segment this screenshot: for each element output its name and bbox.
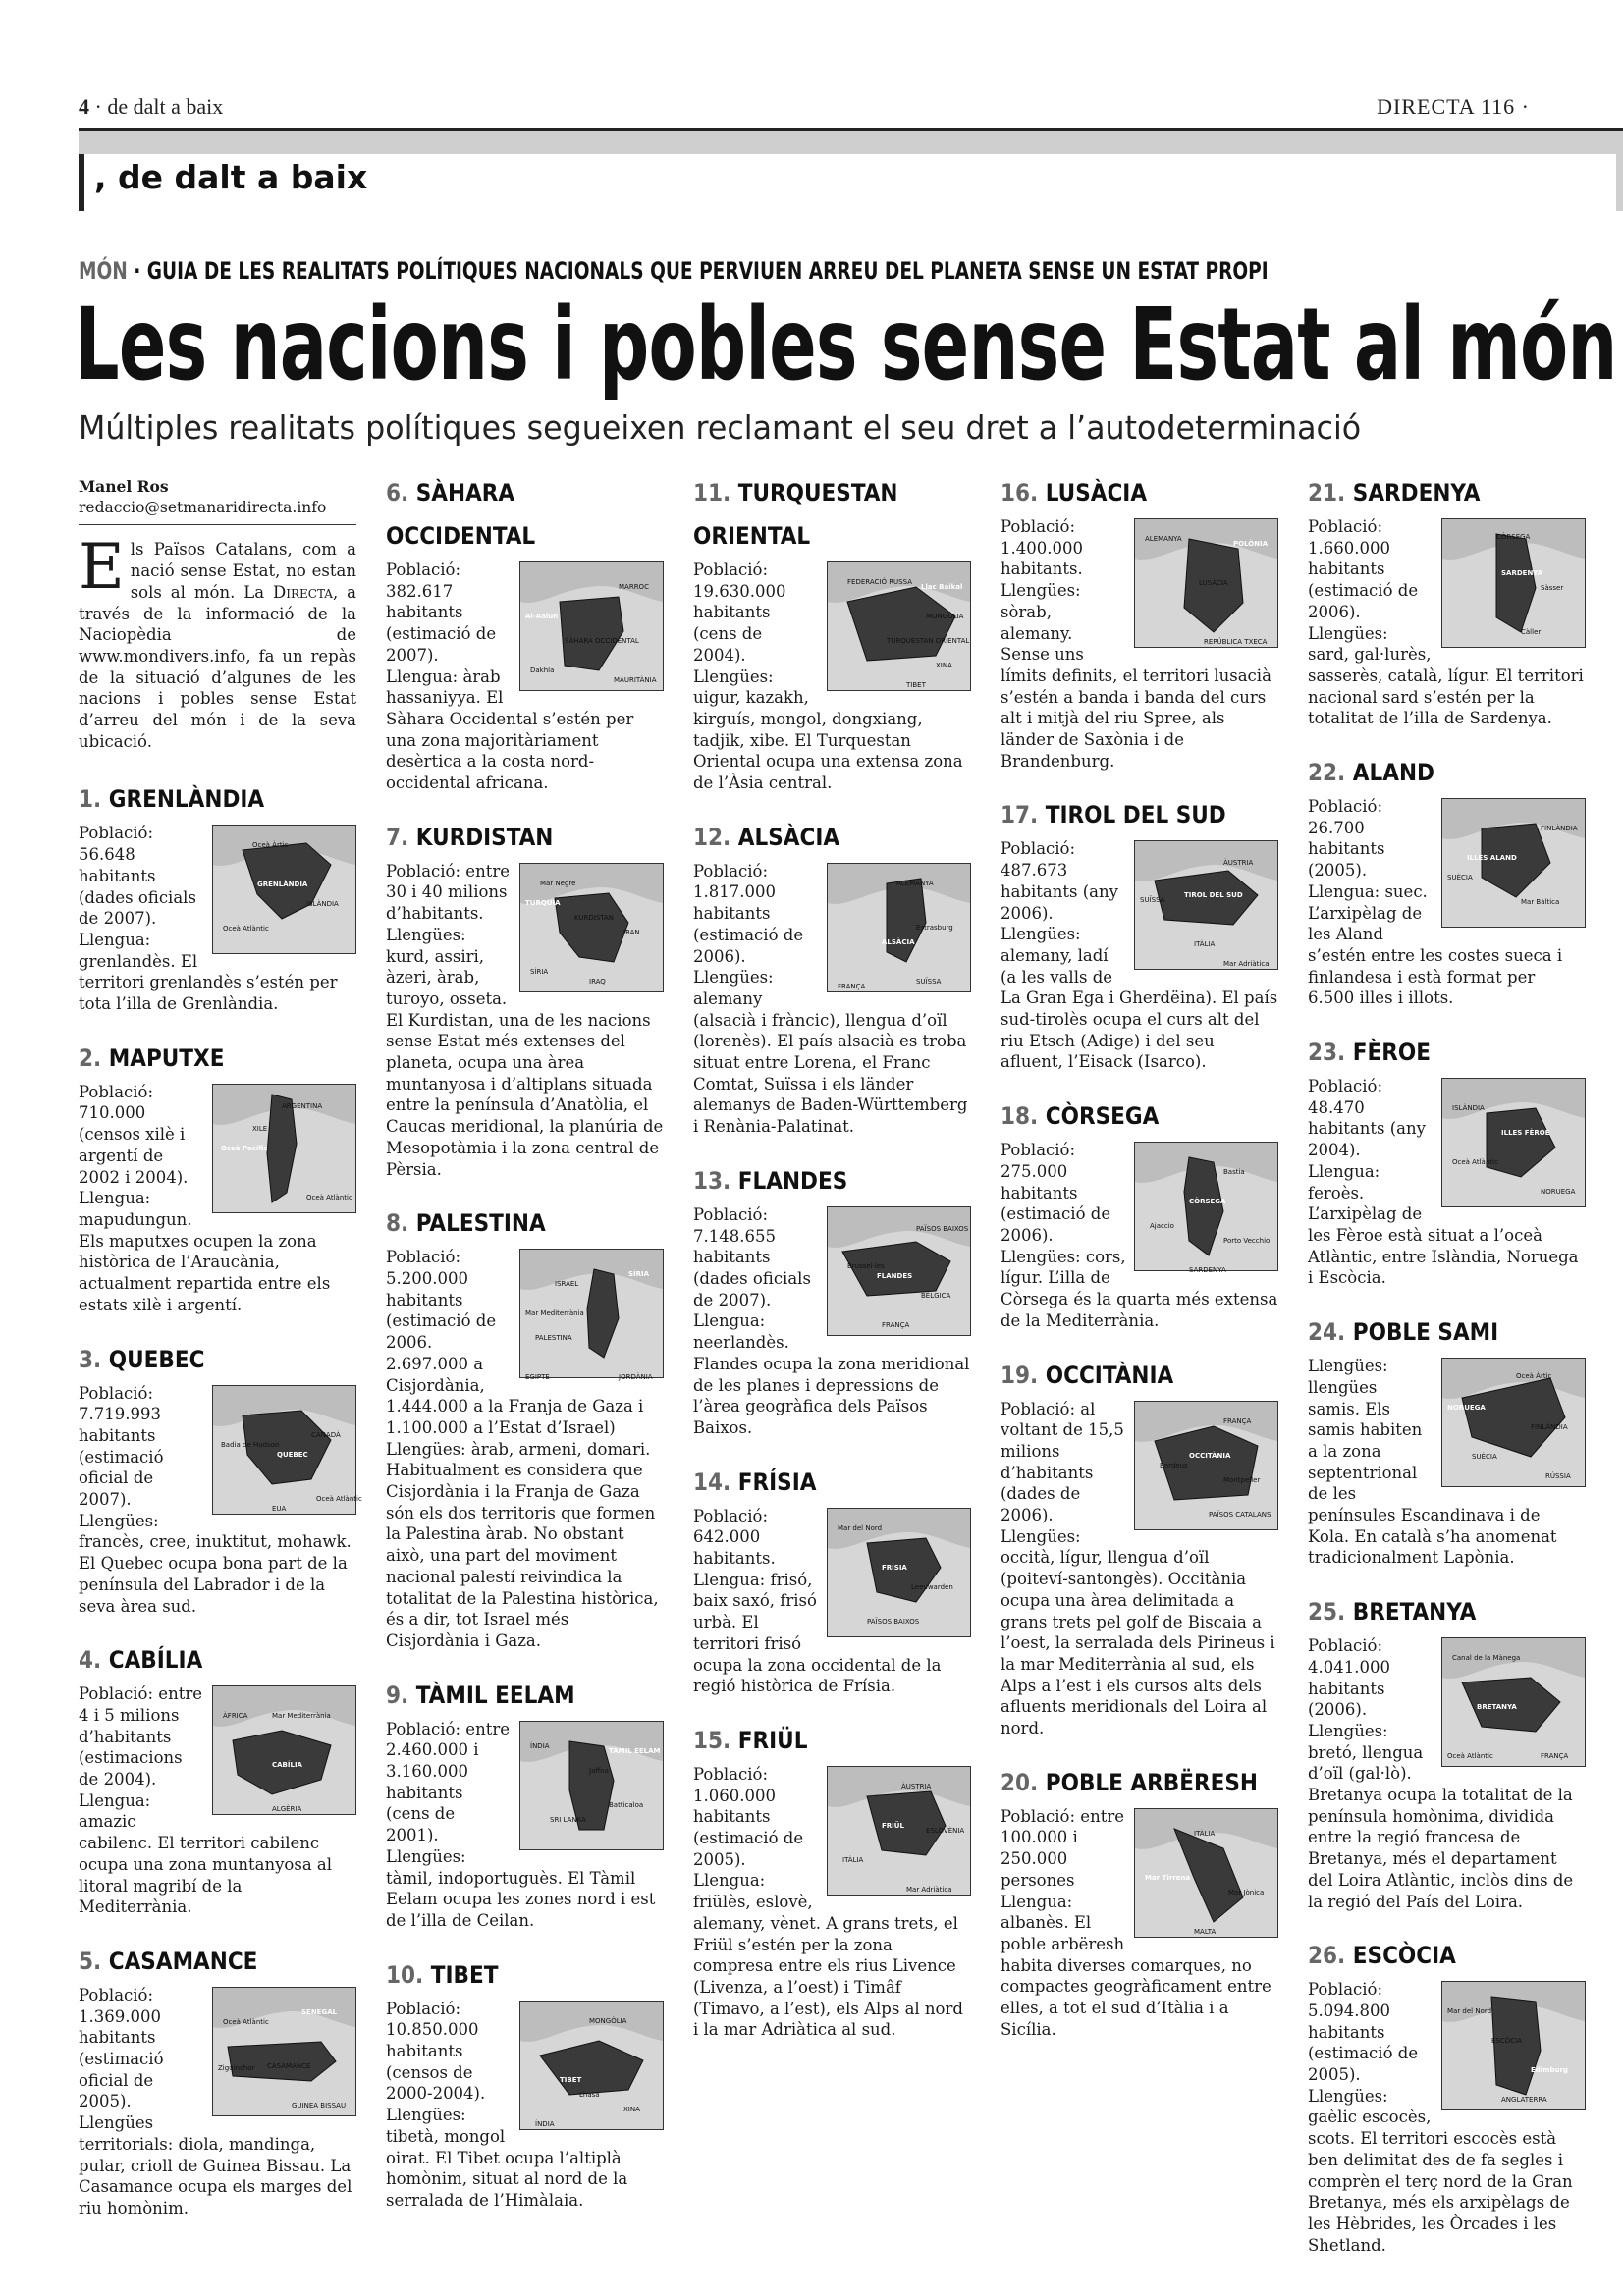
entry-text: Població: 487.673 habitants (any 2006). Llengües: alemany, ladí (a les valls de La Gran Ega i Gherdëina). El país sud-tirolès ocupa el curs alt del riu Etsch (Adige) i del seu afluent, l’Eisack (Isarco).: [1001, 839, 1278, 1072]
section-name: · de dalt a baix: [89, 94, 224, 119]
entry-text: Població: 275.000 habitants (estimació de 2006). Llengües: cors, lígur. L’illa de Còrsega és la quarta més extensa de la Mediterrània.: [1001, 1141, 1278, 1330]
map-label: FINLÀNDIA: [1541, 825, 1578, 833]
map-label: Brussel·les: [847, 1261, 885, 1270]
locator-map: [1441, 1358, 1586, 1487]
entry-number: 24.: [1308, 1318, 1346, 1347]
entry-title: [386, 1674, 664, 1717]
entry-text: Població: al voltant de 15,5 milions d’habitants (dades de 2006). Llengües: occità, lígur, llengua d’oïl (poiteví-santongès). Occitània ocupa una àrea delimitada a grans trets pel golf de Biscaia a l’oest, la serralada dels Pirineus i la mar Mediterrània al sud, els Alps a l’est i els cursos alts dels afluents meridionals del Loira al nord.: [1001, 1399, 1275, 1738]
entry-17: [1001, 793, 1278, 1073]
map-label: ESLOVÈNIA: [926, 1826, 965, 1835]
map-label: ISRAEL: [555, 1280, 579, 1289]
entry-name: SÀHARA OCCIDENTAL: [386, 479, 536, 550]
map-label: FRANÇA: [882, 1320, 910, 1329]
map-label: Oceà Atlàntic: [1447, 1752, 1493, 1761]
entry-23: [1308, 1031, 1586, 1289]
map-label: NORUEGA: [1541, 1188, 1576, 1197]
entry-title: [1308, 1310, 1586, 1354]
locator-map: [212, 1084, 356, 1213]
map-label: Mar del Nord: [838, 1523, 883, 1532]
entry-title: [1001, 1354, 1278, 1397]
map-label: SARDENYA: [1501, 569, 1543, 577]
map-label: Llac Baikal: [921, 583, 963, 591]
map-label: FEDERACIÓ RUSSA: [847, 578, 912, 586]
map-label: Dakhla: [530, 667, 555, 674]
entry-title: [79, 1638, 356, 1682]
map-label: EUA: [272, 1504, 287, 1513]
map-label: XINA: [936, 662, 952, 669]
entry-11: [693, 471, 971, 794]
map-label: SUÏSSA: [916, 977, 942, 986]
map-label: GRENLÀNDIA: [257, 881, 308, 889]
entry-text: Població: entre 2.460.000 i 3.160.000 habitants (cens de 2001). Llengües: tàmil, indoportuguès. El Tàmil Eelam ocupa les zones nord i est de l’illa de Ceilan.: [386, 1719, 656, 1930]
entry-number: 18.: [1001, 1102, 1039, 1131]
entry-text: Població: 19.630.000 habitants (cens de 2004). Llengües: uigur, kazakh, kirguís, mongol, dongxiang, tadjik, xibe. El Turquestan Oriental ocupa una extensa zona de l’Àsia central.: [693, 561, 963, 793]
entry-number: 13.: [693, 1166, 731, 1195]
map-label: SUÈCIA: [1472, 1453, 1497, 1462]
entry-18: [1001, 1095, 1278, 1331]
entry-number: 4.: [79, 1646, 102, 1675]
map-label: ITÀLIA: [1194, 1829, 1216, 1838]
column-5: [1308, 471, 1586, 2277]
map-label: Mar Jònica: [1228, 1888, 1265, 1896]
map-label: CANADÀ: [311, 1430, 341, 1439]
entry-text: Població: 10.850.000 habitants (censos de 2000-2004). Llengües: tibetà, mongol oirat. El Tibet ocupa l’altiplà homònim, situat al nord de la serralada de l’Himàlaia.: [386, 1999, 628, 2210]
map-label: GUINEA BISSAU: [292, 2101, 347, 2109]
entry-number: 2.: [79, 1043, 102, 1072]
map-label: BRETANYA: [1477, 1703, 1517, 1712]
entry-text: Llengües: llengües samis. Els samis habiten a la zona septentrional de les penínsules Escandinava i de Kola. En català s’ha anomenat tradicionalment Lapònia.: [1308, 1357, 1557, 1568]
map-label: TIROL DEL SUD: [1184, 891, 1243, 900]
entry-text: Població: 5.200.000 habitants (estimació de 2006. 2.697.000 a Cisjordània, 1.444.000 a la Franja de Gaza i 1.100.000 a l’Estat d’Israel) Llengües: àrab, armeni, domari. Habitualment es considera que Cisjordània i la Franja de Gaza són els dos territoris que formen la Palestina àrab. No obstant això, una part del moviment nacional palestí reivindica la totalitat de la Palestina històrica, és a dir, tot Israel més Cisjordània i Gaza.: [386, 1248, 659, 1650]
kicker: [79, 257, 1269, 285]
entry-number: 26.: [1308, 1942, 1346, 1970]
entry-text: Població: 4.041.000 habitants (2006). Llengües: bretó, llengua d’oïl (gal·lò). Bretanya ocupa la totalitat de la península homònima, dividida entre la regió francesa de Bretanya, més el departament del Loira Atlàntic, inclòs dins de la regió del País del Loira.: [1308, 1636, 1574, 1911]
map-label: ISLÀNDIA: [1452, 1104, 1485, 1113]
entry-name: POBLE ARBËRESH: [1045, 1768, 1258, 1796]
entry-name: FLANDES: [737, 1166, 848, 1195]
map-label: Batticaloa: [609, 1800, 644, 1809]
map-label: Porto Vecchio: [1223, 1237, 1271, 1246]
entry-12: [693, 816, 971, 1138]
map-label: Mar Negre: [540, 879, 576, 887]
map-label: ITÀLIA: [1194, 940, 1216, 949]
entry-8: [386, 1201, 664, 1651]
entry-number: 14.: [693, 1468, 731, 1496]
map-label: FINLÀNDIA: [1531, 1423, 1568, 1432]
map-label: TURQUIA: [525, 898, 561, 907]
map-label: ALGÈRIA: [272, 1805, 302, 1814]
entry-9: [386, 1674, 664, 1932]
entry-name: KURDISTAN: [415, 823, 554, 851]
entry-number: 7.: [386, 823, 409, 851]
map-label: ILLES FÈROE: [1501, 1129, 1550, 1138]
map-label: IRAQ: [589, 977, 606, 986]
author-name: Manel Ros: [79, 477, 169, 496]
entry-20: [1001, 1761, 1278, 2041]
map-label: Montpeller: [1223, 1475, 1261, 1484]
locator-map: [519, 863, 664, 992]
entry-text: Població: entre 100.000 i 250.000 persones Llengua: albanès. El poble arbëresh habita diverses comarques, no compactes geogràficament entre elles, a tot el sud d’Itàlia i a Sicília.: [1001, 1806, 1271, 2039]
map-label: ISLÀNDIA: [306, 900, 339, 909]
locator-map: [827, 1766, 971, 1896]
map-label: FRÍSIA: [882, 1563, 907, 1572]
entry-number: 21.: [1308, 479, 1346, 507]
entry-text: Població: 1.060.000 habitants (estimació de 2005). Llengua: friülès, eslovè, alemany, vènet. A grans trets, el Friül s’estén per la zona compresa entre els rius Livence (Livenza, a l’oest) i Timâf (Timavo, a l’est), els Alps al nord i la mar Adriàtica al sud.: [693, 1764, 963, 2040]
map-label: SÍRIA: [530, 967, 549, 976]
entry-4: [79, 1638, 356, 1918]
entry-19: [1001, 1354, 1278, 1739]
map-label: RÚSSIA: [1545, 1472, 1571, 1481]
entry-name: TURQUESTAN ORIENTAL: [693, 479, 898, 550]
entry-name: TÀMIL EELAM: [415, 1681, 575, 1709]
entry-24: [1308, 1310, 1586, 1569]
map-label: Jaffna: [589, 1766, 609, 1775]
map-label: Edimburg: [1531, 2066, 1568, 2075]
entry-text: Població: 48.470 habitants (any 2004). Llengua: feroès. L’arxipèlag de les Fèroe està situat a l’oceà Atlàntic, entre Islàndia, Noruega i Escòcia.: [1308, 1077, 1579, 1288]
map-label: TIBET: [906, 681, 926, 689]
map-label: LUSÀCIA: [1199, 579, 1228, 587]
map-label: Oceà Atlàntic: [316, 1494, 362, 1503]
map-label: NORUEGA: [1447, 1404, 1486, 1413]
map-label: MAURITÀNIA: [614, 676, 657, 684]
entry-name: LUSÀCIA: [1045, 479, 1148, 507]
map-label: SRI LANKA: [550, 1815, 586, 1824]
locator-map: [212, 825, 356, 954]
entry-title: [386, 1953, 664, 1997]
locator-map: [1441, 1981, 1586, 2110]
locator-map: [212, 1685, 356, 1815]
map-label: CÒRSEGA: [1496, 533, 1531, 541]
entry-name: ESCÒCIA: [1352, 1942, 1456, 1970]
kicker-text: · GUIA DE LES REALITATS POLÍTIQUES NACIONALS QUE PERVIUEN ARREU DEL PLANETA SENSE UN ESTAT PROPI: [127, 257, 1269, 285]
map-label: Càller: [1521, 628, 1542, 636]
entry-title: [1001, 471, 1278, 514]
entry-3: [79, 1338, 362, 1618]
entry-text: Població: 710.000 (censos xilè i argentí de 2002 i 2004). Llengua: mapudungun. Els maputxes ocupen la zona històrica de l’Araucània, actualment repartida entre els estats xilè i argentí.: [79, 1082, 331, 1314]
entry-number: 11.: [693, 479, 731, 507]
map-label: ÀUSTRIA: [901, 1782, 932, 1790]
entry-title: [1001, 1761, 1278, 1804]
map-label: Mar Mediterrània: [272, 1712, 331, 1721]
map-label: FRIÜL: [882, 1821, 904, 1830]
column-1: [79, 471, 362, 2241]
entry-title: [1308, 1590, 1586, 1633]
entry-name: BRETANYA: [1352, 1598, 1477, 1627]
locator-map: [827, 561, 971, 691]
map-label: REPÚBLICA TXECA: [1204, 638, 1268, 646]
map-label: TÀMIL EELAM: [609, 1746, 661, 1755]
entry-title: [79, 1037, 356, 1080]
map-label: CASAMANCE: [267, 2061, 311, 2070]
map-label: FRANÇA: [1541, 1752, 1569, 1761]
entry-name: CÒRSEGA: [1045, 1102, 1160, 1131]
entry-25: [1308, 1590, 1586, 1912]
map-label: Ajaccio: [1150, 1222, 1174, 1231]
drop-cap: E: [79, 531, 125, 605]
map-label: SÀHARA OCCIDENTAL: [565, 637, 639, 645]
map-label: FLANDES: [877, 1271, 913, 1280]
map-label: POLÒNIA: [1233, 540, 1269, 548]
map-label: ALEMANYA: [896, 879, 934, 887]
entry-number: 5.: [79, 1947, 102, 1975]
locator-map: [519, 2001, 664, 2130]
map-label: FRANÇA: [838, 982, 866, 990]
map-label: Sàsser: [1541, 584, 1564, 592]
entry-name: TIBET: [430, 1960, 499, 1989]
map-label: ÀFRICA: [223, 1712, 248, 1721]
entry-text: Població: 642.000 habitants. Llengua: frisó, baix saxó, frisó urbà. El territori frisó ocupa la zona occidental de la regió històrica de Frísia.: [693, 1506, 942, 1696]
map-label: XILE: [252, 1124, 268, 1133]
entry-number: 8.: [386, 1209, 409, 1238]
entry-title: [1308, 751, 1586, 794]
locator-map: [827, 1206, 971, 1336]
entry-text: Població: 1.660.000 habitants (estimació de 2006). Llengües: sard, gal·lurès, sasserès, català, lígur. El territori nacional sard s’estén per la totalitat de l’illa de Sardenya.: [1308, 517, 1584, 728]
locator-map: [1134, 1401, 1278, 1530]
entry-name: CABÍLIA: [108, 1646, 203, 1675]
map-label: Oceà Àrtic: [1516, 1372, 1552, 1381]
entry-name: SARDENYA: [1352, 479, 1481, 507]
column-2: [386, 471, 664, 2233]
map-label: SÍRIA: [628, 1270, 650, 1279]
entry-name: POBLE SAMI: [1352, 1318, 1499, 1347]
entry-name: ALAND: [1352, 759, 1434, 787]
section-band: [79, 131, 1623, 211]
map-label: BÈLGICA: [921, 1291, 951, 1300]
entry-text: Població: entre 30 i 40 milions d’habitants. Llengües: kurd, assiri, àzeri, àrab, turoyo, osseta. El Kurdistan, una de les nacions sense Estat més extenses del planeta, ocupa una àrea muntanyosa i d’altiplans situada entre la península d’Anatòlia, el Caucas meridional, la planúria de Mesopotàmia i la zona central de Pèrsia.: [386, 861, 664, 1179]
entry-15: [693, 1719, 971, 2041]
entry-title: [693, 816, 971, 859]
map-label: Oceà Atlàntic: [223, 925, 269, 934]
entry-title: [1308, 1934, 1586, 1977]
entry-name: GRENLÀNDIA: [108, 785, 265, 814]
entry-text: Població: 56.648 habitants (dades oficials de 2007). Llengua: grenlandès. El territori grenlandès s’estén per tota l’illa de Grenlàndia.: [79, 824, 338, 1014]
entry-number: 10.: [386, 1960, 424, 1989]
locator-map: [1134, 1142, 1278, 1275]
map-label: PAÏSOS CATALANS: [1209, 1510, 1271, 1519]
entry-title: [79, 1940, 356, 1983]
map-label: FRANÇA: [1223, 1416, 1252, 1425]
map-label: SUÏSSA: [1140, 896, 1165, 905]
map-label: Mar Adriàtica: [906, 1885, 952, 1894]
entry-title: [386, 471, 664, 558]
entry-title: [386, 1201, 664, 1245]
map-label: XINA: [623, 2105, 640, 2113]
entry-name: OCCITÀNIA: [1045, 1361, 1174, 1389]
map-label: Mar Adriàtica: [1223, 960, 1270, 969]
map-label: Bastia: [1223, 1168, 1245, 1177]
entry-13: [693, 1159, 971, 1439]
entry-name: TIROL DEL SUD: [1045, 801, 1226, 829]
locator-map: [827, 1508, 971, 1637]
map-label: Mar Tirrena: [1145, 1873, 1191, 1882]
map-label: TIBET: [560, 2075, 582, 2084]
entry-text: Població: 26.700 habitants (2005). Llengua: suec. L’arxipèlag de les Aland s’estén entre les costes sueca i finlandesa i està format per 6.500 illes i illots.: [1308, 797, 1563, 1008]
entry-text: Població: 1.400.000 habitants. Llengües: sòrab, alemany. Sense uns límits definits, el territori lusacià s’estén a banda i banda del curs alt i mitjà del riu Spree, als länder de Saxònia i de Brandenburg.: [1001, 517, 1271, 771]
map-label: ILLES ALAND: [1467, 854, 1517, 863]
map-label: QUEBEC: [277, 1450, 308, 1459]
map-label: TURQUESTAN ORIENTAL: [887, 637, 970, 645]
kicker-prefix: MÓN: [79, 257, 128, 285]
map-label: Oceà Atlàntic: [306, 1193, 352, 1201]
map-label: Mar Bàltica: [1521, 898, 1560, 907]
entry-title: [1308, 1031, 1586, 1074]
map-label: Leeuwarden: [911, 1582, 953, 1591]
entry-1: [79, 777, 356, 1014]
locator-map: [1134, 518, 1278, 648]
entry-name: FRÍSIA: [737, 1468, 817, 1496]
map-label: ALEMANYA: [1145, 535, 1182, 543]
entry-title: [693, 471, 971, 558]
entry-title: [79, 777, 356, 821]
locator-map: [519, 1721, 664, 1850]
map-label: Ziguinchor: [218, 2063, 255, 2072]
entry-title: [693, 1461, 971, 1504]
entry-number: 20.: [1001, 1768, 1039, 1796]
entry-title: [693, 1159, 971, 1202]
map-label: ÍNDIA: [530, 1741, 550, 1750]
entry-number: 23.: [1308, 1039, 1346, 1067]
entry-number: 3.: [79, 1345, 102, 1373]
map-label: OCCITÀNIA: [1189, 1451, 1231, 1460]
map-label: ARGENTINA: [282, 1101, 323, 1110]
map-label: CÒRSEGA: [1189, 1198, 1226, 1206]
map-label: Lhasa: [579, 2090, 600, 2099]
entry-number: 12.: [693, 823, 731, 851]
locator-map: [519, 561, 664, 691]
intro-paragraph: Els Països Catalans, com a nació sense Estat, no estan sols al món. La Directa, a través de la informació de la Naciopèdia de www.mondivers.info, fa un repàs de la situació d’algunes de les nacions i pobles sense Estat d’arreu del món i de la seva ubicació.: [79, 531, 356, 751]
subheadline: Múltiples realitats polítiques segueixen reclamant el seu dret a l’autodeterminació: [79, 408, 1362, 447]
map-label: Oceà Atlàntic: [223, 2017, 269, 2026]
entry-title: [693, 1719, 971, 1762]
entry-name: FÈROE: [1352, 1039, 1432, 1067]
locator-map: [1134, 1808, 1278, 1938]
map-label: ANGLATERRA: [1501, 2096, 1547, 2105]
entry-text: Població: 5.094.800 habitants (estimació de 2005). Llengües: gaèlic escocès, scots. El territori escocès està ben delimitat des de fa segles i comprèn el terç nord de la Gran Bretanya, més els arxipèlags de les Hèbrides, les Òrcades i les Shetland.: [1308, 1980, 1573, 2255]
entry-14: [693, 1461, 971, 1697]
locator-map: [827, 863, 971, 992]
map-label: Al-Aaiun: [525, 613, 559, 620]
map-label: ÀUSTRIA: [1223, 859, 1254, 868]
map-label: Mar del Nord: [1447, 2007, 1492, 2016]
locator-map: [1441, 1078, 1586, 1207]
map-label: PAÏSOS BAIXOS: [867, 1617, 920, 1626]
entry-22: [1308, 751, 1586, 1009]
entry-text: Població: 1.369.000 habitants (estimació oficial de 2005). Llengües territorials: diola, mandinga, pular, crioll de Guinea Bissau. La Casamance ocupa els marges del riu homònim.: [79, 1985, 352, 2217]
entry-text: Població: entre 4 i 5 milions d’habitants (estimacions de 2004). Llengua: amazic cabilenc. El territori cabilenc ocupa una zona muntanyosa al litoral magribí de la Mediterrània.: [79, 1684, 333, 1917]
entry-title: [1308, 471, 1586, 514]
entry-7: [386, 816, 664, 1181]
headline: Les nacions i pobles sense Estat al món: [75, 287, 1617, 403]
entry-name: QUEBEC: [108, 1345, 205, 1373]
map-label: Mar Mediterrània: [525, 1309, 584, 1318]
locator-map: [212, 1385, 362, 1515]
entry-name: PALESTINA: [415, 1209, 546, 1238]
map-label: KURDISTAN: [574, 913, 615, 922]
entry-number: 19.: [1001, 1361, 1039, 1389]
map-label: MONGÒLIA: [926, 613, 964, 620]
map-label: MARROC: [619, 583, 649, 591]
entry-26: [1308, 1934, 1586, 2256]
page-folio: [79, 94, 223, 120]
map-label: ESCÒCIA: [1491, 2037, 1523, 2046]
entry-10: [386, 1953, 664, 2212]
map-label: JORDÀNIA: [619, 1373, 653, 1382]
column-3: [693, 471, 971, 2062]
entry-text: Població: 7.719.993 habitants (estimació oficial de 2007). Llengües: francès, cree, inuktitut, mohawk. El Quebec ocupa bona part de la península del Labrador i de la seva àrea sud.: [79, 1383, 352, 1616]
author-email[interactable]: redaccio@setmanaridirecta.info: [79, 498, 356, 526]
brand-name: Directa: [273, 582, 333, 602]
map-label: MONGÒLIA: [589, 2016, 627, 2025]
locator-map: [1441, 798, 1586, 928]
map-label: IRAN: [623, 928, 640, 936]
entry-name: ALSÀCIA: [737, 823, 840, 851]
entry-title: [386, 816, 664, 859]
entry-16: [1001, 471, 1278, 772]
map-label: Bordeus: [1160, 1461, 1188, 1469]
map-label: Oceà Pacífic: [221, 1144, 268, 1152]
entry-name: FRIÜL: [737, 1726, 808, 1754]
map-label: SUÈCIA: [1447, 874, 1473, 882]
publication-name: DIRECTA 116 ·: [1377, 94, 1530, 119]
map-label: Badia de Hudson: [221, 1440, 280, 1449]
map-label: ÍNDIA: [535, 2119, 555, 2128]
map-label: ITÀLIA: [842, 1855, 864, 1864]
map-label: PALESTINA: [535, 1334, 572, 1343]
map-label: MALTA: [1194, 1927, 1217, 1936]
entry-title: [1001, 1095, 1278, 1138]
map-label: Oceà Atlàntic: [1452, 1158, 1498, 1167]
entry-5: [79, 1940, 356, 2219]
entry-number: 16.: [1001, 479, 1039, 507]
map-label: CABÍLIA: [272, 1761, 302, 1770]
entry-number: 1.: [79, 785, 102, 814]
locator-map: [519, 1249, 664, 1382]
entry-number: 6.: [386, 479, 409, 507]
entry-2: [79, 1037, 356, 1316]
map-label: Estrasburg: [916, 923, 953, 932]
entry-title: [1001, 793, 1278, 836]
section-band-title: , de dalt a baix: [94, 158, 368, 196]
page-number: 4: [79, 94, 89, 119]
map-label: EGIPTE: [525, 1373, 550, 1382]
map-label: ALSÀCIA: [882, 937, 915, 946]
entry-title: [79, 1338, 356, 1381]
entry-6: [386, 471, 664, 794]
entry-text: Població: 382.617 habitants (estimació de 2007). Llengua: àrab hassaniyya. El Sàhara Occidental s’estén per una zona majoritàriament desèrtica a la costa nord-occidental africana.: [386, 561, 634, 793]
map-label: SARDENYA: [1189, 1266, 1226, 1275]
entry-text: Població: 1.817.000 habitants (estimació de 2006). Llengües: alemany (alsacià i fràncic), llengua d’oïl (lorenès). El país alsacià es troba situat entre Lorena, el Franc Comtat, Suïssa i els länder alemanys de Baden-Württemberg i Renània-Palatinat.: [693, 861, 968, 1137]
entry-number: 22.: [1308, 759, 1346, 787]
map-label: Oceà Àrtic: [252, 841, 289, 850]
entry-number: 9.: [386, 1681, 409, 1709]
entry-number: 15.: [693, 1726, 731, 1754]
locator-map: [1441, 518, 1586, 648]
entry-number: 17.: [1001, 801, 1039, 829]
entry-name: MAPUTXE: [108, 1043, 225, 1072]
locator-map: [1441, 1637, 1586, 1767]
entry-text: Població: 7.148.655 habitants (dades oficials de 2007). Llengua: neerlandès. Flandes ocupa la zona meridional de les planes i depressions de l’àrea geogràfica dels Països Baixos.: [693, 1204, 970, 1437]
entry-name: CASAMANCE: [108, 1947, 258, 1975]
map-label: PAÏSOS BAIXOS: [916, 1224, 969, 1233]
map-label: Canal de la Mànega: [1452, 1654, 1521, 1663]
map-label: SENEGAL: [301, 2007, 338, 2016]
entry-21: [1308, 471, 1586, 729]
column-4: [1001, 471, 1278, 2061]
locator-map: [1134, 840, 1278, 970]
entry-number: 25.: [1308, 1598, 1346, 1627]
locator-map: [212, 1987, 356, 2116]
